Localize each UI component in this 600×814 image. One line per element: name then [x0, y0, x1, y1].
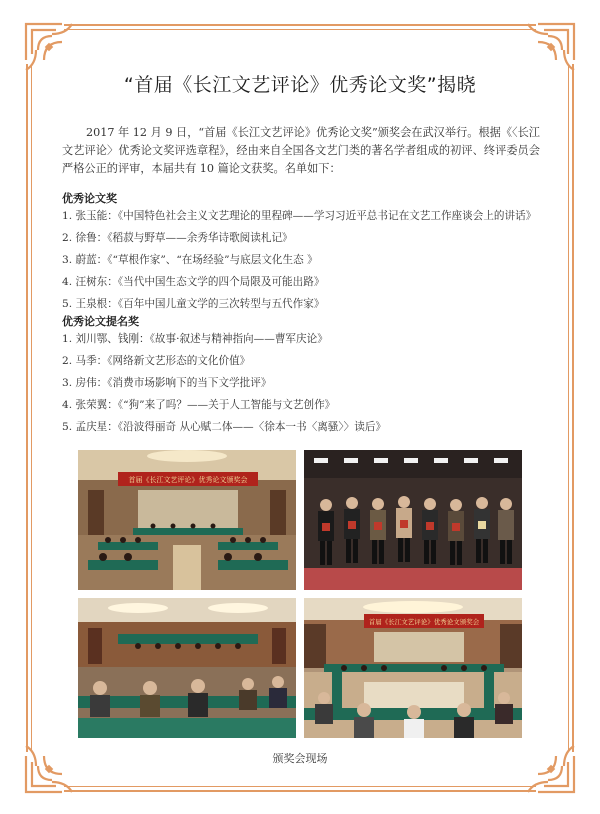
list-item: 1. 刘川鄂、钱刚：《故事·叙述与精神指向——曹军庆论》 [62, 333, 328, 345]
photo-meeting-room [304, 598, 522, 738]
list-item: 4. 张荣翼：《“狗”来了吗？——关于人工智能与文艺创作》 [62, 399, 336, 411]
section-heading-nomination: 优秀论文提名奖 [62, 315, 139, 328]
list-item: 3. 蔚蓝：《“草根作家”、“在场经验”与底层文化生态 》 [62, 254, 318, 266]
nomination-paper-list [62, 328, 552, 438]
list-item: 2. 马季：《网络新文艺形态的文化价值》 [62, 355, 251, 367]
list-item: 1. 张玉能：《中国特色社会主义文艺理论的里程碑——学习习近平总书记在文艺工作座谈会上的讲话》 [62, 210, 537, 222]
list-item: 5. 孟庆星：《沿波得丽奇 从心赋二体——〈徐本一书〈离骚〉〉读后》 [62, 421, 387, 433]
photo-conference-hall [78, 450, 296, 590]
intro-paragraph: 2017 年 12 月 9 日，“首届《长江文艺评论》优秀论文奖”颁奖会在武汉举行。根据《〈长江文艺评论〉优秀论文奖评选章程》，经由来自全国各文艺门类的著名学者组成的初评、终评委员会严格公正的评审，本届共有 10 篇论文获奖。名单如下： [62, 126, 540, 175]
banner-text: 首届《长江文艺评论》优秀论文颁奖会 [368, 618, 480, 626]
section-heading-excellent: 优秀论文奖 [62, 192, 117, 205]
banner-text: 首届《长江文艺评论》优秀论文颁奖会 [128, 476, 248, 484]
photo-caption: 颁奖会现场 [272, 752, 328, 765]
photo-audience [78, 598, 296, 738]
list-item: 3. 房伟：《消费市场影响下的当下文学批评》 [62, 377, 272, 389]
page-title: “首届《长江文艺评论》优秀论文奖”揭晓 [123, 74, 477, 96]
list-item: 4. 汪树东：《当代中国生态文学的四个局限及可能出路》 [62, 276, 325, 288]
list-item: 2. 徐鲁：《稻菽与野草——余秀华诗歌阅读札记》 [62, 232, 293, 244]
photo-award-winners [304, 450, 522, 590]
excellent-paper-list [62, 205, 552, 315]
list-item: 5. 王泉根：《百年中国儿童文学的三次转型与五代作家》 [62, 298, 325, 310]
